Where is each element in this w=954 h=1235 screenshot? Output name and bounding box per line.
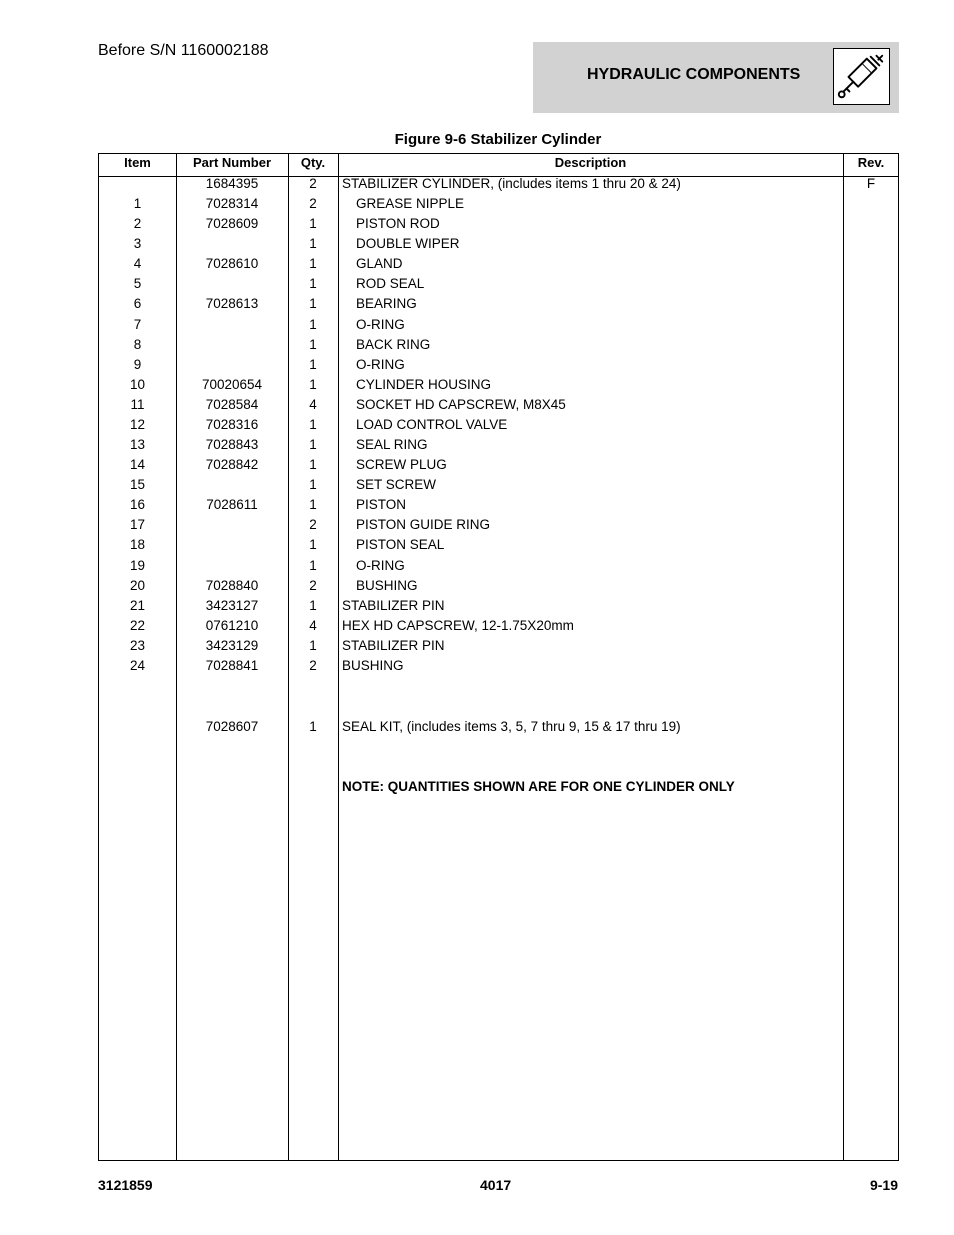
- table-row: [99, 274, 898, 294]
- table-row: [99, 556, 898, 576]
- cell-description: DOUBLE WIPER: [356, 236, 460, 252]
- cell-item: 24: [129, 657, 146, 673]
- cell-description: PISTON: [356, 497, 407, 513]
- table-row: [99, 616, 898, 636]
- cell-item: 8: [133, 336, 142, 352]
- cell-item: 23: [129, 637, 146, 653]
- cell-description: GREASE NIPPLE: [356, 196, 465, 212]
- table-row: [99, 515, 898, 535]
- cell-item: 9: [133, 356, 142, 372]
- cell-item: 11: [130, 396, 145, 412]
- cell-qty: 1: [309, 637, 317, 653]
- cell-item: 15: [129, 477, 146, 493]
- cell-qty: 1: [309, 356, 317, 372]
- table-row: [99, 294, 898, 314]
- cell-part-number: 0761210: [205, 617, 259, 633]
- cell-qty: 1: [309, 477, 317, 493]
- cell-qty: 1: [309, 336, 317, 352]
- table-row: [99, 335, 898, 355]
- cell-item: 10: [129, 376, 146, 392]
- figure-title: Figure 9-6 Stabilizer Cylinder: [394, 131, 602, 148]
- footer-page-number: 9-19: [869, 1177, 898, 1193]
- hydraulic-cylinder-icon: [833, 48, 890, 105]
- cell-qty: 1: [309, 216, 317, 232]
- cell-part-number: 1684395: [205, 176, 259, 191]
- table-row: [99, 576, 898, 596]
- header-part-number: Part Number: [192, 155, 272, 170]
- cell-part-number: 7028316: [205, 416, 259, 432]
- cell-item: 4: [133, 256, 142, 272]
- table-row: [99, 415, 898, 435]
- section-title: HYDRAULIC COMPONENTS: [587, 66, 801, 83]
- cell-item: 17: [129, 517, 146, 533]
- table-row: [99, 194, 898, 214]
- cell-item: 5: [133, 276, 142, 292]
- cell-description: BACK RING: [356, 336, 431, 352]
- cell-qty: 1: [309, 537, 317, 553]
- cell-qty: 1: [309, 557, 317, 573]
- cell-part-number: 7028840: [205, 577, 259, 593]
- cell-description: LOAD CONTROL VALVE: [356, 416, 508, 432]
- cell-qty: 1: [309, 457, 317, 473]
- cell-part-number: 7028613: [205, 296, 259, 312]
- cell-description: HEX HD CAPSCREW, 12-1.75X20mm: [342, 617, 574, 633]
- header-rev: Rev.: [857, 155, 885, 170]
- table-row: [99, 254, 898, 274]
- cell-description: SET SCREW: [356, 477, 437, 493]
- cell-description: PISTON ROD: [356, 216, 440, 232]
- table-row: [99, 214, 898, 234]
- section-header: [533, 42, 899, 113]
- cell-description: SOCKET HD CAPSCREW, M8X45: [356, 396, 566, 412]
- cell-qty: 2: [309, 577, 317, 593]
- cell-description: CYLINDER HOUSING: [356, 376, 492, 392]
- cell-description: BEARING: [356, 296, 417, 312]
- table-row: [99, 656, 898, 676]
- table-row: [99, 435, 898, 455]
- serial-note: Before S/N 1160002188: [98, 42, 269, 59]
- cell-item: 20: [129, 577, 146, 593]
- cell-part-number: 7028611: [206, 497, 258, 513]
- cell-item: 7: [133, 316, 142, 332]
- cell-qty: 1: [309, 256, 317, 272]
- cell-description: STABILIZER PIN: [342, 597, 445, 613]
- cell-qty: 1: [309, 296, 317, 312]
- cell-item: 14: [129, 457, 146, 473]
- cell-qty: 1: [309, 437, 317, 453]
- cell-description: GLAND: [356, 256, 403, 272]
- cell-part-number: 70020654: [201, 376, 263, 392]
- cell-part-number: 7028607: [205, 719, 259, 734]
- cell-description: STABILIZER PIN: [342, 637, 445, 653]
- cell-item: 22: [129, 617, 146, 633]
- cell-part-number: 7028584: [205, 396, 259, 412]
- table-row: [99, 495, 898, 515]
- table-row: [99, 355, 898, 375]
- table-row: [99, 174, 898, 194]
- cell-description: ROD SEAL: [356, 276, 425, 292]
- parts-table: [98, 153, 899, 1161]
- cell-qty: 1: [309, 497, 317, 513]
- footer-model: 4017: [480, 1177, 512, 1193]
- cell-qty: 4: [309, 617, 317, 633]
- cell-description: O-RING: [356, 557, 405, 573]
- table-row: [99, 375, 898, 395]
- cell-qty: 1: [309, 376, 317, 392]
- table-row: [99, 315, 898, 335]
- cell-part-number: 3423129: [205, 637, 259, 653]
- cell-description: O-RING: [356, 316, 405, 332]
- table-row: [99, 535, 898, 555]
- table-row: [99, 596, 898, 616]
- cell-part-number: 7028314: [205, 196, 259, 212]
- cell-item: 18: [129, 537, 146, 553]
- cell-qty: 2: [309, 517, 317, 533]
- header-item: Item: [124, 155, 151, 170]
- cell-qty: 2: [309, 196, 317, 212]
- quantity-note: NOTE: QUANTITIES SHOWN ARE FOR ONE CYLINDER ONLY: [342, 779, 735, 794]
- cell-part-number: 7028843: [205, 437, 259, 453]
- header-description: Description: [554, 155, 627, 170]
- cell-qty: 2: [309, 657, 317, 673]
- cell-item: 19: [129, 557, 146, 573]
- seal-kit-row: [99, 717, 898, 737]
- cell-item: 6: [133, 296, 142, 312]
- cell-part-number: 7028610: [205, 256, 259, 272]
- table-row: [99, 475, 898, 495]
- cell-description: STABILIZER CYLINDER, (includes items 1 thru 20 & 24): [342, 176, 681, 191]
- cell-qty: 4: [309, 396, 317, 412]
- cell-item: 1: [133, 196, 142, 212]
- cell-item: 13: [129, 437, 146, 453]
- cell-qty: 1: [309, 416, 317, 432]
- cell-qty: 1: [309, 597, 317, 613]
- cell-qty: 1: [309, 316, 317, 332]
- cell-rev: F: [866, 176, 876, 191]
- cell-description: SCREW PLUG: [356, 457, 447, 473]
- cell-description: PISTON GUIDE RING: [356, 517, 491, 533]
- cell-description: SEAL KIT, (includes items 3, 5, 7 thru 9, 15 & 17 thru 19): [342, 719, 681, 734]
- cell-part-number: 7028841: [205, 657, 259, 673]
- table-row: [99, 455, 898, 475]
- cell-item: 2: [133, 216, 142, 232]
- cell-item: 3: [133, 236, 142, 252]
- header-qty: Qty.: [300, 155, 326, 170]
- cell-item: 16: [129, 497, 146, 513]
- table-row: [99, 636, 898, 656]
- cell-part-number: 3423127: [205, 597, 259, 613]
- cell-item: 21: [129, 597, 146, 613]
- cell-qty: 2: [309, 176, 317, 191]
- footer-doc-number: 3121859: [98, 1177, 153, 1193]
- cell-description: PISTON SEAL: [356, 537, 445, 553]
- cell-description: BUSHING: [342, 657, 404, 673]
- table-row: [99, 234, 898, 254]
- cell-part-number: 7028609: [205, 216, 259, 232]
- cell-qty: 1: [309, 236, 317, 252]
- cell-qty: 1: [309, 276, 317, 292]
- table-row: [99, 395, 898, 415]
- cell-part-number: 7028842: [205, 457, 259, 473]
- cell-description: BUSHING: [356, 577, 418, 593]
- cell-qty: 1: [309, 719, 317, 734]
- cell-description: O-RING: [356, 356, 405, 372]
- cell-description: SEAL RING: [356, 437, 428, 453]
- cell-item: 12: [129, 416, 146, 432]
